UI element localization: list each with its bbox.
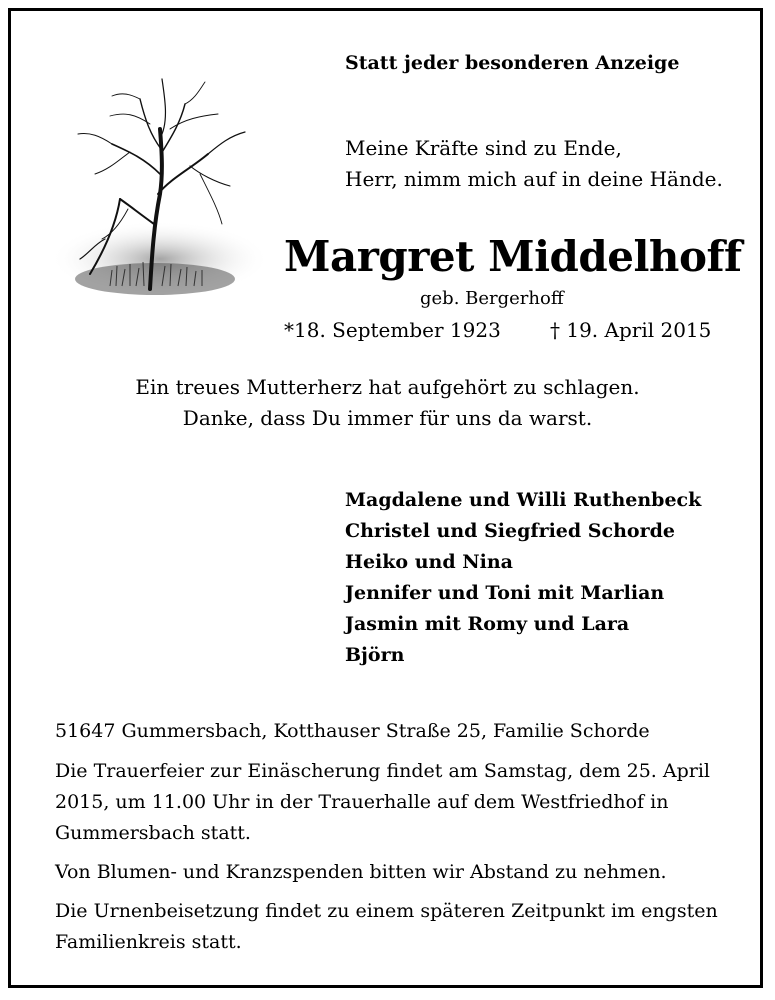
burial-info: Die Urnenbeisetzung findet zu einem späteren Zeitpunkt im engsten Familienkreis statt. <box>55 900 718 953</box>
tribute-line: Ein treues Mutterherz hat aufgehört zu schlagen. <box>135 375 640 399</box>
verse <box>345 133 723 195</box>
maiden-name: geb. Bergerhoff <box>420 288 564 309</box>
family-member: Björn <box>345 644 405 666</box>
notice-header: Statt jeder besonderen Anzeige <box>345 52 680 74</box>
funeral-info: Die Trauerfeier zur Einäscherung findet am Samstag, dem 25. April 2015, um 11.00 Uhr in der Trauerhalle auf dem Westfriedhof in Gummersbach statt. <box>55 760 710 844</box>
notice-details <box>55 756 735 966</box>
tree-illustration-icon <box>50 74 270 309</box>
deceased-name: Margret Middelhoff <box>284 232 742 281</box>
verse-line: Herr, nimm mich auf in deine Hände. <box>345 167 723 191</box>
family-member: Jennifer und Toni mit Marlian <box>345 582 665 604</box>
flowers-note: Von Blumen- und Kranzspenden bitten wir Abstand zu nehmen. <box>55 861 667 883</box>
family-member: Jasmin mit Romy und Lara <box>345 613 630 635</box>
address: 51647 Gummersbach, Kotthauser Straße 25, Familie Schorde <box>55 720 650 742</box>
death-date: † 19. April 2015 <box>550 318 712 342</box>
family-member: Heiko und Nina <box>345 551 513 573</box>
birth-date: *18. September 1923 <box>284 318 501 342</box>
family-member: Christel und Siegfried Schorde <box>345 520 675 542</box>
tribute-line: Danke, dass Du immer für uns da warst. <box>182 406 593 430</box>
tribute <box>0 372 775 434</box>
family-member: Magdalene und Willi Ruthenbeck <box>345 489 702 511</box>
verse-line: Meine Kräfte sind zu Ende, <box>345 136 622 160</box>
family-list <box>345 485 701 671</box>
